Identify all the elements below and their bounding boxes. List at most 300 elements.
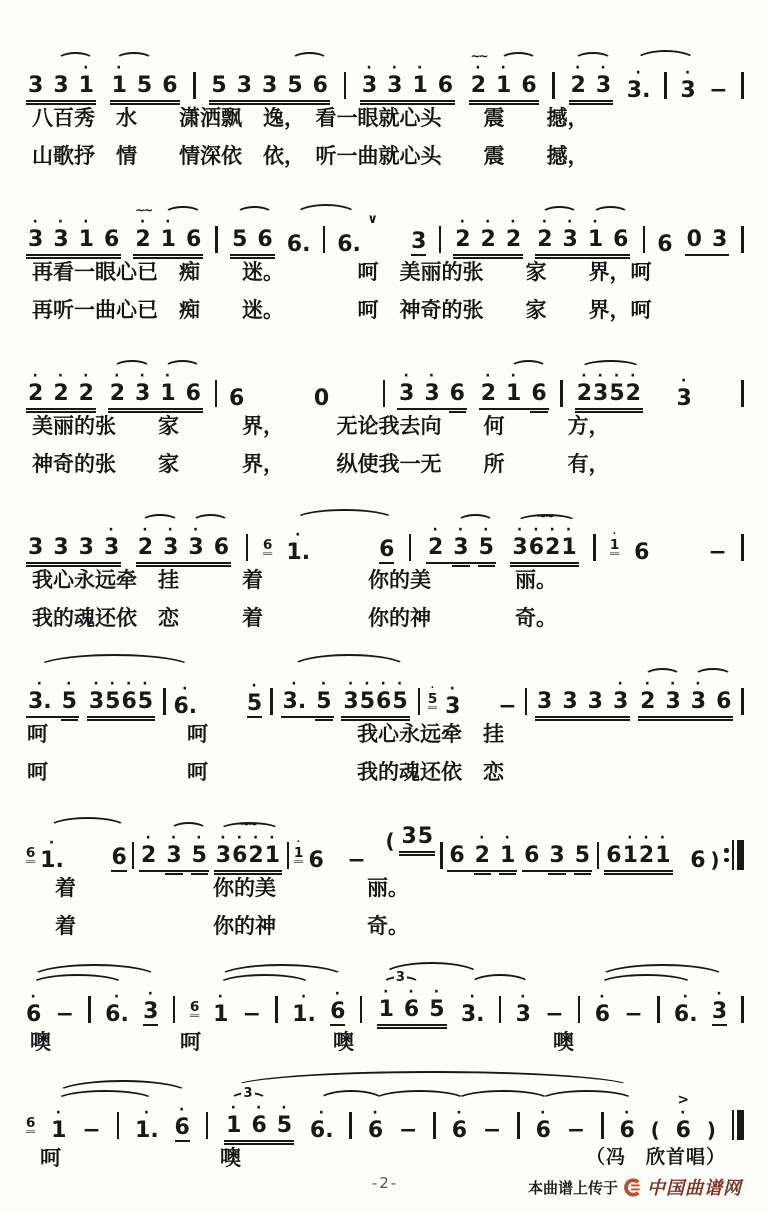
octave-dot: · — [396, 676, 404, 692]
beam-group — [685, 218, 730, 256]
note — [28, 214, 44, 252]
octave-dot: · — [483, 522, 490, 538]
octave-dot: · — [57, 368, 65, 384]
octave-dot: · — [380, 676, 387, 692]
note-digit: − — [347, 848, 366, 873]
note-digit: 6 — [376, 689, 392, 714]
note — [506, 368, 522, 406]
note-digit: 2 — [545, 535, 561, 560]
octave-dot: · — [116, 60, 123, 76]
note-digit: 3 — [78, 535, 94, 560]
octave-dot: · — [32, 214, 39, 230]
note-digit: 3 — [262, 73, 278, 98]
note-digit: 5 — [417, 824, 434, 849]
octave-dot: · — [449, 681, 456, 697]
note — [79, 526, 94, 559]
note-digit: 1 — [264, 843, 281, 868]
system-line-7 — [26, 948, 744, 1064]
octave-dot: · — [600, 60, 607, 76]
note-digit: 5 — [428, 692, 437, 709]
octave-dot: · — [612, 528, 617, 539]
note-digit: 1. — [286, 540, 311, 565]
trill-icon: ∼∼ — [239, 817, 256, 831]
repeat-dots — [724, 840, 729, 870]
note-digit: − — [498, 694, 517, 719]
note — [376, 676, 392, 714]
note-digit: 6 — [103, 227, 120, 252]
octave-dot: · — [644, 676, 651, 692]
note — [78, 60, 94, 98]
note — [262, 64, 277, 97]
note — [711, 986, 728, 1026]
note — [53, 64, 68, 97]
note-digit: 3 — [28, 227, 44, 252]
note — [105, 989, 129, 1027]
note-digit: 6. — [309, 1118, 334, 1143]
note — [28, 368, 44, 406]
octave-dot: · — [567, 214, 574, 230]
note — [460, 989, 485, 1027]
note-digit: 6 — [403, 997, 420, 1022]
note — [403, 984, 420, 1022]
note — [478, 522, 494, 560]
thick-bar — [737, 1110, 744, 1140]
octave-dot: · — [36, 676, 43, 692]
note — [162, 64, 177, 97]
octave-dot: · — [165, 214, 172, 230]
note — [505, 214, 522, 252]
lyrics-line — [26, 1026, 744, 1064]
octave-dot: · — [255, 1100, 263, 1116]
note-digit: 6 — [619, 1118, 635, 1143]
note — [496, 60, 512, 98]
beam-group — [377, 984, 447, 1026]
note-digit: 6 — [449, 381, 465, 406]
melody-line — [26, 974, 744, 1026]
note-digit: 3 — [53, 227, 69, 252]
note-digit: 3 — [387, 73, 403, 98]
barline — [741, 226, 744, 253]
note — [109, 368, 125, 406]
note-digit: 6 — [657, 232, 673, 257]
note — [626, 65, 651, 103]
note — [330, 986, 346, 1026]
note — [28, 676, 52, 714]
note — [588, 680, 603, 713]
note-digit: 6 — [26, 1116, 35, 1133]
note — [282, 676, 307, 714]
note-digit: 6 — [521, 73, 537, 98]
thin-bar — [732, 1110, 735, 1140]
note-digit: 2 — [78, 381, 94, 406]
note — [51, 1105, 67, 1143]
note-digit: 2 — [474, 843, 490, 868]
note-digit: 1 — [561, 535, 577, 560]
dash-note — [56, 993, 74, 1026]
rest-note — [687, 218, 702, 251]
note — [716, 680, 731, 713]
barline — [383, 380, 386, 407]
note — [134, 203, 152, 252]
octave-dot: · — [147, 986, 154, 1002]
octave-dot: · — [432, 522, 439, 538]
note — [188, 522, 204, 560]
lyrics-line — [26, 256, 744, 294]
lyric-text: 呵 — [187, 722, 208, 746]
octave-dot: · — [113, 989, 121, 1005]
beam-group — [535, 676, 630, 718]
lyrics-line — [26, 910, 744, 948]
note-digit: 1 — [294, 846, 303, 863]
note — [638, 830, 655, 868]
barline — [560, 380, 563, 407]
lyric-text: 你的美 — [213, 876, 276, 900]
octave-dot: · — [182, 681, 189, 697]
dash-note — [498, 685, 516, 718]
barline — [287, 842, 290, 869]
dot — [724, 848, 729, 853]
octave-dot: · — [541, 214, 549, 230]
note — [401, 815, 416, 848]
octave-dot: · — [366, 60, 373, 76]
note-digit: 6 — [213, 535, 229, 560]
octave-dot: · — [164, 368, 172, 384]
dash-note — [483, 1109, 501, 1142]
note — [690, 676, 707, 714]
lyrics-line — [26, 294, 744, 332]
note — [450, 372, 465, 405]
note — [287, 223, 311, 256]
note — [214, 526, 229, 559]
octave-dot: · — [416, 60, 424, 76]
note — [570, 60, 586, 98]
dot — [724, 858, 729, 863]
octave-dot: · — [383, 984, 390, 1000]
lyrics-line — [26, 448, 744, 486]
lyric-text: 我心永远牵 挂 — [357, 722, 504, 746]
note — [429, 984, 445, 1022]
barline — [409, 534, 412, 561]
melody-line — [26, 204, 744, 256]
octave-dot: · — [220, 830, 227, 846]
note-digit: 1. — [292, 1002, 316, 1027]
octave-dot: · — [114, 368, 121, 384]
octave-dot: · — [565, 522, 573, 538]
note-digit: 5 — [276, 1113, 293, 1138]
note — [676, 373, 692, 411]
grace-note — [294, 836, 304, 863]
note-digit: − — [242, 1002, 262, 1027]
dash-note — [624, 993, 642, 1026]
lyrics-line — [26, 756, 744, 794]
note-digit: 2 — [640, 689, 656, 714]
note-digit: 6 — [330, 999, 346, 1024]
parenthesis — [707, 1109, 716, 1142]
note-digit: 6 — [531, 381, 547, 406]
barline — [163, 688, 166, 715]
parenthesis — [386, 820, 395, 853]
lyric-text: 丽。 — [367, 876, 409, 900]
dash-note — [243, 993, 261, 1026]
note-digit: 1 — [622, 843, 638, 868]
octave-dot: · — [475, 60, 482, 76]
note — [105, 676, 121, 714]
note-digit: 6. — [105, 1002, 129, 1027]
note — [367, 1105, 384, 1143]
octave-dot: · — [142, 676, 149, 692]
note-digit: − — [624, 1002, 643, 1027]
note-digit: 6 — [121, 689, 137, 714]
lyric-text: 呵 — [27, 722, 48, 746]
note-digit: 6 — [535, 1118, 551, 1143]
note — [562, 214, 578, 252]
note-digit: 3 — [236, 73, 253, 98]
note — [655, 830, 671, 868]
repeat-barline — [724, 840, 744, 870]
note — [359, 676, 376, 714]
note-digit: 5 — [105, 689, 121, 714]
note-digit: 6 — [613, 227, 629, 252]
note-digit: 2 — [480, 227, 496, 252]
octave-dot: · — [391, 60, 398, 76]
note-digit: 3 — [562, 227, 578, 252]
note-digit: 2 — [455, 227, 471, 252]
note-digit: 6 — [690, 848, 706, 873]
note — [451, 1105, 468, 1143]
note — [137, 64, 152, 97]
octave-dot: · — [456, 1105, 463, 1121]
note-digit: 3 — [53, 535, 69, 560]
octave-dot: · — [613, 368, 621, 384]
note-digit: − — [566, 1118, 586, 1143]
octave-dot: · — [66, 676, 73, 692]
note-digit: 3 — [215, 843, 232, 868]
breath-mark-icon: ∨ — [367, 212, 378, 227]
note-digit: 1 — [506, 381, 522, 406]
note-digit: 6 — [367, 1118, 384, 1143]
note-digit: 3. — [28, 689, 52, 714]
note-digit: 3. — [626, 78, 651, 103]
note-digit: 6 — [229, 386, 245, 411]
octave-dot: · — [659, 830, 667, 846]
beam-group — [569, 60, 614, 102]
note-digit: 3 — [562, 689, 578, 714]
octave-dot: · — [139, 368, 146, 384]
octave-dot: · — [236, 830, 243, 846]
lyric-text: 噢 — [553, 1030, 574, 1054]
note-digit: 2 — [570, 73, 586, 98]
beam-group — [341, 676, 409, 718]
note-digit: 1 — [78, 227, 94, 252]
note-digit: 2 — [109, 381, 125, 406]
note-digit: 3 — [537, 689, 553, 714]
note-digit: 6. — [286, 232, 311, 257]
note — [229, 377, 244, 410]
octave-dot: · — [630, 368, 637, 384]
note-digit: 6 — [111, 845, 127, 870]
barline — [246, 534, 249, 561]
octave-dot: · — [372, 1105, 379, 1121]
note — [445, 681, 461, 719]
note — [313, 64, 328, 97]
note-digit: 3 — [135, 381, 151, 406]
melody-line — [26, 1090, 744, 1142]
lyric-text: 噢 — [30, 1030, 51, 1054]
final-barline — [732, 1110, 744, 1140]
octave-dot: · — [643, 830, 650, 846]
octave-dot: · — [680, 1105, 687, 1121]
note-digit: 5 — [609, 381, 625, 406]
octave-dot: · — [334, 986, 341, 1002]
barline — [215, 380, 218, 407]
note-digit: 5 — [478, 535, 494, 560]
beam-group — [26, 214, 121, 256]
page-footer — [0, 1174, 770, 1202]
note-digit: 3 — [453, 535, 469, 560]
octave-dot: · — [167, 522, 174, 538]
barline — [193, 72, 196, 99]
note-digit: 6 — [185, 381, 201, 406]
lyric-text: 我的魂还依 恋 着 你的神 奇。 — [32, 606, 557, 630]
note-digit: 6 — [449, 843, 465, 868]
note-digit: 2 — [576, 381, 593, 406]
note-digit: 1 — [655, 843, 671, 868]
note — [286, 527, 311, 565]
barline — [173, 996, 176, 1023]
beam-group — [209, 64, 330, 102]
note — [276, 1100, 293, 1138]
octave-dot: · — [540, 1105, 547, 1121]
note-digit: 3 — [424, 381, 440, 406]
lyric-text: 呵 — [180, 1030, 201, 1054]
octave-dot: · — [48, 835, 56, 851]
note-digit: 5 — [574, 843, 591, 868]
note-digit: ( — [385, 829, 395, 853]
note — [438, 64, 453, 97]
dash-note — [545, 993, 563, 1026]
note — [665, 676, 681, 714]
octave-dot: · — [581, 368, 588, 384]
note-digit: − — [82, 1118, 101, 1143]
note — [104, 218, 119, 251]
note-digit: 6. — [173, 694, 198, 719]
beam-group — [224, 1100, 294, 1142]
octave-dot: · — [30, 989, 37, 1005]
note-digit: 6 — [594, 1002, 611, 1027]
barline — [741, 996, 744, 1023]
octave-dot: · — [318, 1105, 325, 1121]
octave-dot: · — [139, 214, 147, 230]
lyrics-line — [26, 564, 744, 602]
barline — [499, 996, 502, 1023]
barline — [206, 1112, 209, 1139]
note — [111, 60, 127, 98]
note — [657, 223, 672, 256]
system-line-4 — [26, 486, 744, 640]
octave-dot: · — [196, 830, 203, 846]
note — [521, 64, 536, 97]
barline — [593, 534, 596, 561]
note-digit: − — [482, 1118, 502, 1143]
barline — [525, 688, 528, 715]
barline — [344, 72, 347, 99]
note-digit: 3 — [361, 73, 378, 98]
rest-note — [314, 377, 329, 410]
dash-note — [567, 1109, 585, 1142]
lyric-text: 八百秀 水 潇洒飘 逸， 看一眼就心头 震 撼， — [32, 106, 589, 130]
octave-dot: · — [617, 676, 624, 692]
note-digit: 5 — [211, 73, 227, 98]
octave-dot: · — [281, 1100, 288, 1116]
octave-dot: · — [484, 214, 492, 230]
barline — [741, 688, 744, 715]
octave-dot: · — [623, 1105, 631, 1121]
octave-dot: · — [109, 676, 116, 692]
note — [453, 522, 469, 560]
note — [595, 60, 612, 98]
note-digit: 6. — [673, 1002, 698, 1027]
note-digit: 6 — [634, 540, 650, 565]
note — [480, 368, 496, 406]
note-digit: 3 — [680, 78, 696, 103]
beam-group — [110, 60, 180, 102]
beam-group — [604, 830, 672, 872]
octave-dot: · — [575, 60, 582, 76]
note — [470, 49, 487, 98]
trill-icon: ∼∼ — [536, 509, 553, 523]
note-digit: 1 — [499, 843, 516, 868]
barline — [270, 688, 273, 715]
note — [606, 834, 621, 867]
note — [379, 528, 394, 564]
octave-dot: · — [108, 522, 115, 538]
lyrics-line — [26, 140, 744, 178]
score — [26, 24, 744, 1180]
note — [545, 522, 561, 560]
note-digit: 6 — [524, 843, 540, 868]
note-digit: 3 — [515, 1002, 531, 1027]
note-digit: ) — [710, 848, 720, 872]
lyrics-line — [26, 602, 744, 640]
octave-dot: · — [93, 676, 100, 692]
octave-dot: · — [269, 830, 276, 846]
note-digit: 1. — [40, 848, 64, 873]
beam-group — [87, 676, 155, 718]
octave-dot: · — [520, 989, 527, 1005]
barline — [275, 996, 278, 1023]
octave-dot: · — [320, 676, 328, 692]
beam-group — [575, 368, 643, 410]
octave-dot: · — [142, 522, 149, 538]
octave-dot: · — [170, 830, 178, 846]
note-digit: 3 — [53, 73, 69, 98]
note — [232, 218, 247, 251]
system-line-1 — [26, 24, 744, 178]
note — [160, 214, 176, 252]
lyric-text: 山歌抒 情 情深依 依， 听一曲就心头 震 撼， — [32, 144, 589, 168]
note — [449, 834, 464, 867]
note-digit: − — [399, 1118, 418, 1143]
note — [163, 522, 179, 560]
site-logo-icon — [623, 1178, 642, 1197]
note-digit: 1 — [111, 73, 127, 98]
beam-group — [638, 676, 733, 718]
note-digit: 6 — [379, 537, 395, 562]
note — [246, 678, 263, 718]
octave-dot: · — [192, 522, 200, 538]
note — [524, 834, 539, 867]
dash-note — [709, 69, 727, 102]
